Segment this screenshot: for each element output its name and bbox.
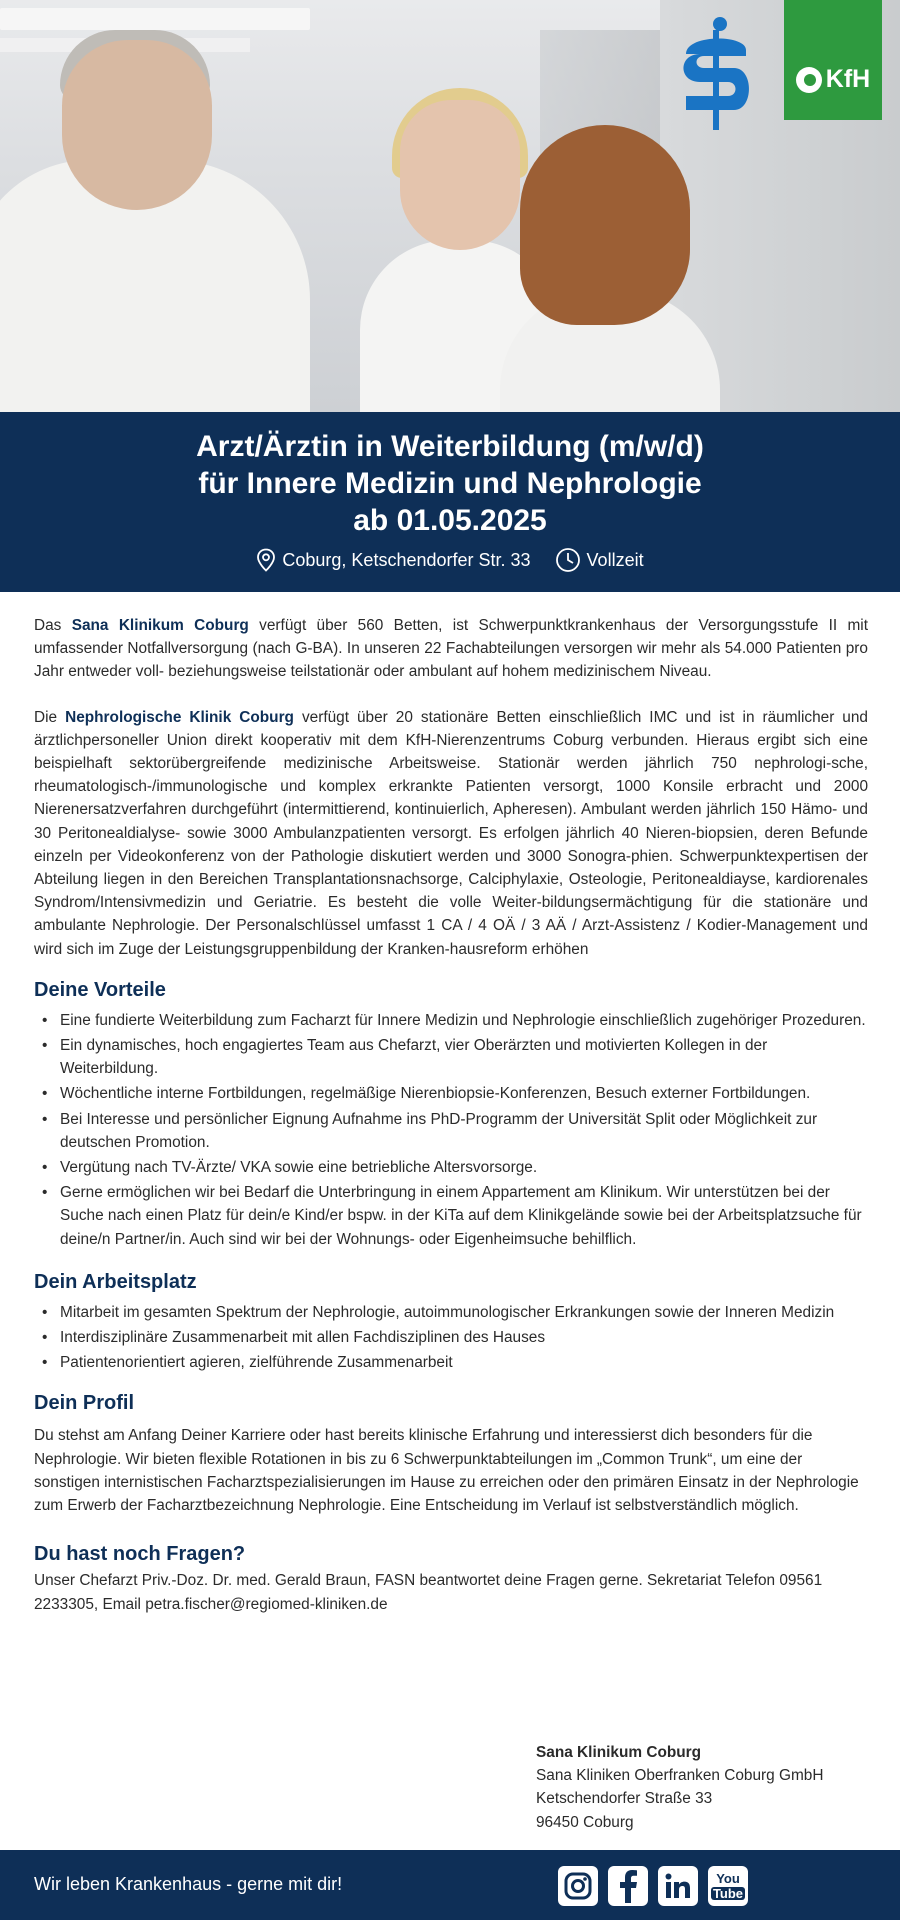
- ceiling-light: [0, 8, 310, 30]
- youtube-icon[interactable]: [708, 1866, 748, 1906]
- location-pin-icon: [256, 548, 276, 572]
- clinic-name: Sana Klinikum Coburg: [71, 617, 249, 634]
- list-item: • Interdisziplinäre Zusammenarbeit mit allen Fachdisziplinen des Hauses: [34, 1326, 868, 1349]
- start-date: ab 01.05.2025: [353, 504, 547, 537]
- list-item: • Mitarbeit im gesamten Spektrum der Nephrologie, autoimmunologischer Erkrankungen sowie der Inneren Medizin: [34, 1301, 868, 1324]
- youtube-tube: Tube: [712, 1886, 744, 1901]
- workplace-list: [34, 1301, 868, 1375]
- location-info: [256, 548, 530, 572]
- address-company: Sana Kliniken Oberfranken Coburg GmbH: [536, 1767, 824, 1785]
- list-item: • Patientenorientiert agieren, zielführende Zusammenarbeit: [34, 1351, 868, 1374]
- job-description: [34, 614, 868, 1616]
- address-city: 96450 Coburg: [536, 1813, 634, 1831]
- address-name: Sana Klinikum Coburg: [536, 1744, 702, 1761]
- list-item: • Ein dynamisches, hoch engagiertes Team aus Chefarzt, vier Oberärzten und motivierten Kollegen in der Weiterbildung.: [34, 1034, 868, 1080]
- section-heading-vorteile: Deine Vorteile: [34, 978, 166, 1001]
- employment-info: [555, 547, 644, 573]
- benefits-list: [34, 1009, 868, 1251]
- social-links: [558, 1866, 748, 1906]
- instagram-icon[interactable]: [558, 1866, 598, 1906]
- list-item: • Bei Interesse und persönlicher Eignung Aufnahme ins PhD-Programm der Universität Split oder Möglichkeit zur deutschen Promotion.: [34, 1108, 868, 1154]
- location-text: Coburg, Ketschendorfer Str. 33: [282, 549, 531, 570]
- text-span: Das: [34, 617, 72, 634]
- address-block: [536, 1741, 823, 1834]
- clock-icon: [555, 547, 581, 573]
- job-title-line2: für Innere Medizin und Nephrologie: [198, 467, 702, 500]
- list-item: • Vergütung nach TV-Ärzte/ VKA sowie eine betriebliche Altersvorsorge.: [34, 1156, 868, 1179]
- intro-paragraph-1: [34, 614, 868, 684]
- facebook-icon[interactable]: [608, 1866, 648, 1906]
- sana-logo: [676, 16, 756, 132]
- youtube-you: You: [716, 1871, 740, 1886]
- contact-text: Unser Chefarzt Priv.-Doz. Dr. med. Gerald Braun, FASN beantwortet deine Fragen gerne. Sekretariat Telefon 09561 2233305, Email petra.fischer@regiomed-kliniken.de: [34, 1572, 823, 1613]
- linkedin-icon[interactable]: [658, 1866, 698, 1906]
- department-name: Nephrologische Klinik Coburg: [65, 708, 294, 726]
- doctor-figure: [400, 100, 520, 250]
- hero-image: [0, 0, 900, 412]
- address-street: Ketschendorfer Straße 33: [536, 1790, 713, 1808]
- footer-slogan: Wir leben Krankenhaus - gerne mit dir!: [34, 1874, 343, 1894]
- doctor-figure: [62, 40, 212, 210]
- intro-paragraph-2: [34, 706, 868, 961]
- section-heading-fragen: Du hast noch Fragen?: [34, 1543, 246, 1566]
- text-span: Die: [34, 708, 66, 726]
- kfh-logo: [784, 0, 882, 120]
- footer-bar: [0, 1850, 900, 1920]
- text-span: verfügt über 560 Betten, ist Schwerpunktkrankenhaus der Versorgungsstufe II mit umfassender Notfallversorgung (nach G-BA). In unseren 22 Fachabteilungen versorgen wir mehr als 54.000 Patienten pro Jahr entweder voll- beziehungsweise teilstationär oder ambulant auf hohem medizinischem Niveau.: [34, 617, 868, 681]
- text-span: verfügt über 20 stationäre Betten einschließlich IMC und ist in räumlicher und ärztlichpersoneller Union direkt kooperativ mit dem KfH-Nierenzentrums Coburg verbunden. Hieraus ergibt sich eine beispielhaft sektorübergreifende medizinische Arbeitsweise. Stationär werden jährlich 750 nephrologi-sche, rheumatologisch-/immunologische und komplex erkrankte Patienten versorgt, 1000 Konsile erbracht und 2000 Nierenersatzverfahren durchgeführt (intermittierend, kontinuierlich, Apheresen). Ambulant werden jährlich 150 Hämo- und 30 Peritonealdialyse- sowie 3000 Ambulanzpatienten versorgt. Es erfolgen jährlich 40 Nieren-biopsien, deren Befunde einzeln per Videokonferenz von der Pathologie diskutiert werden und 3000 Sonogra-phien. Schwerpunktexpertisen der Abteilung liegen in den Bereichen Transplantationsnachsorge, Calciphylaxie, Osteologie, Peritonealdiayse, kardiorenales Syndrom/Intensivmedizin und Geriatrie. Es besteht die volle Weiter-bildungsermächtigung für die stationäre und ambulante Nephrologie. Der Personalschlüssel umfasst 1 CA / 4 OÄ / 3 AÄ / Arzt-Assistenz / Kodier-Management und wird sich im Zuge der Leistungsgruppenbildung der Kranken-hausreform erhöhen: [34, 708, 868, 958]
- kfh-logo-text: KfH: [825, 65, 871, 93]
- title-band: [0, 412, 900, 592]
- section-heading-arbeitsplatz: Dein Arbeitsplatz: [34, 1270, 197, 1293]
- profile-text: Du stehst am Anfang Deiner Karriere oder hast bereits klinische Erfahrung und interessierst dich besonders für die Nephrologie. Wir bieten flexible Rotationen in bis zu 6 Schwerpunktabteilungen im „Common Trunk“, um eine der sonstigen internistischen Facharztspezialisierungen im Hause zu erreichen oder den primären Einsatz in der Nephrologie zum Erwerb der Facharztbezeichnung Nephrologie. Eine Entscheidung im Verlauf ist selbstverständlich möglich.: [34, 1427, 859, 1515]
- section-heading-profil: Dein Profil: [34, 1392, 135, 1415]
- list-item: • Eine fundierte Weiterbildung zum Facharzt für Innere Medizin und Nephrologie einschließlich zugehöriger Prozeduren.: [34, 1009, 868, 1032]
- job-title-line1: Arzt/Ärztin in Weiterbildung (m/w/d): [196, 430, 704, 463]
- doctor-figure: [520, 125, 690, 325]
- employment-text: Vollzeit: [586, 549, 644, 570]
- list-item: • Gerne ermöglichen wir bei Bedarf die Unterbringung in einem Appartement am Klinikum. Wir unterstützen bei der Suche nach einen Platz für dein/e Kind/er bspw. in der KiTa auf dem Klinikgelände sowie bei der Arbeitsplatzsuche für deine/n Partner/in. Auch sind wir bei der Wohnungs- oder Eigenheimsuche behilflich.: [34, 1181, 868, 1251]
- list-item: • Wöchentliche interne Fortbildungen, regelmäßige Nierenbiopsie-Konferenzen, Besuch externer Fortbildungen.: [34, 1082, 868, 1105]
- kfh-logo-mark: [796, 67, 822, 93]
